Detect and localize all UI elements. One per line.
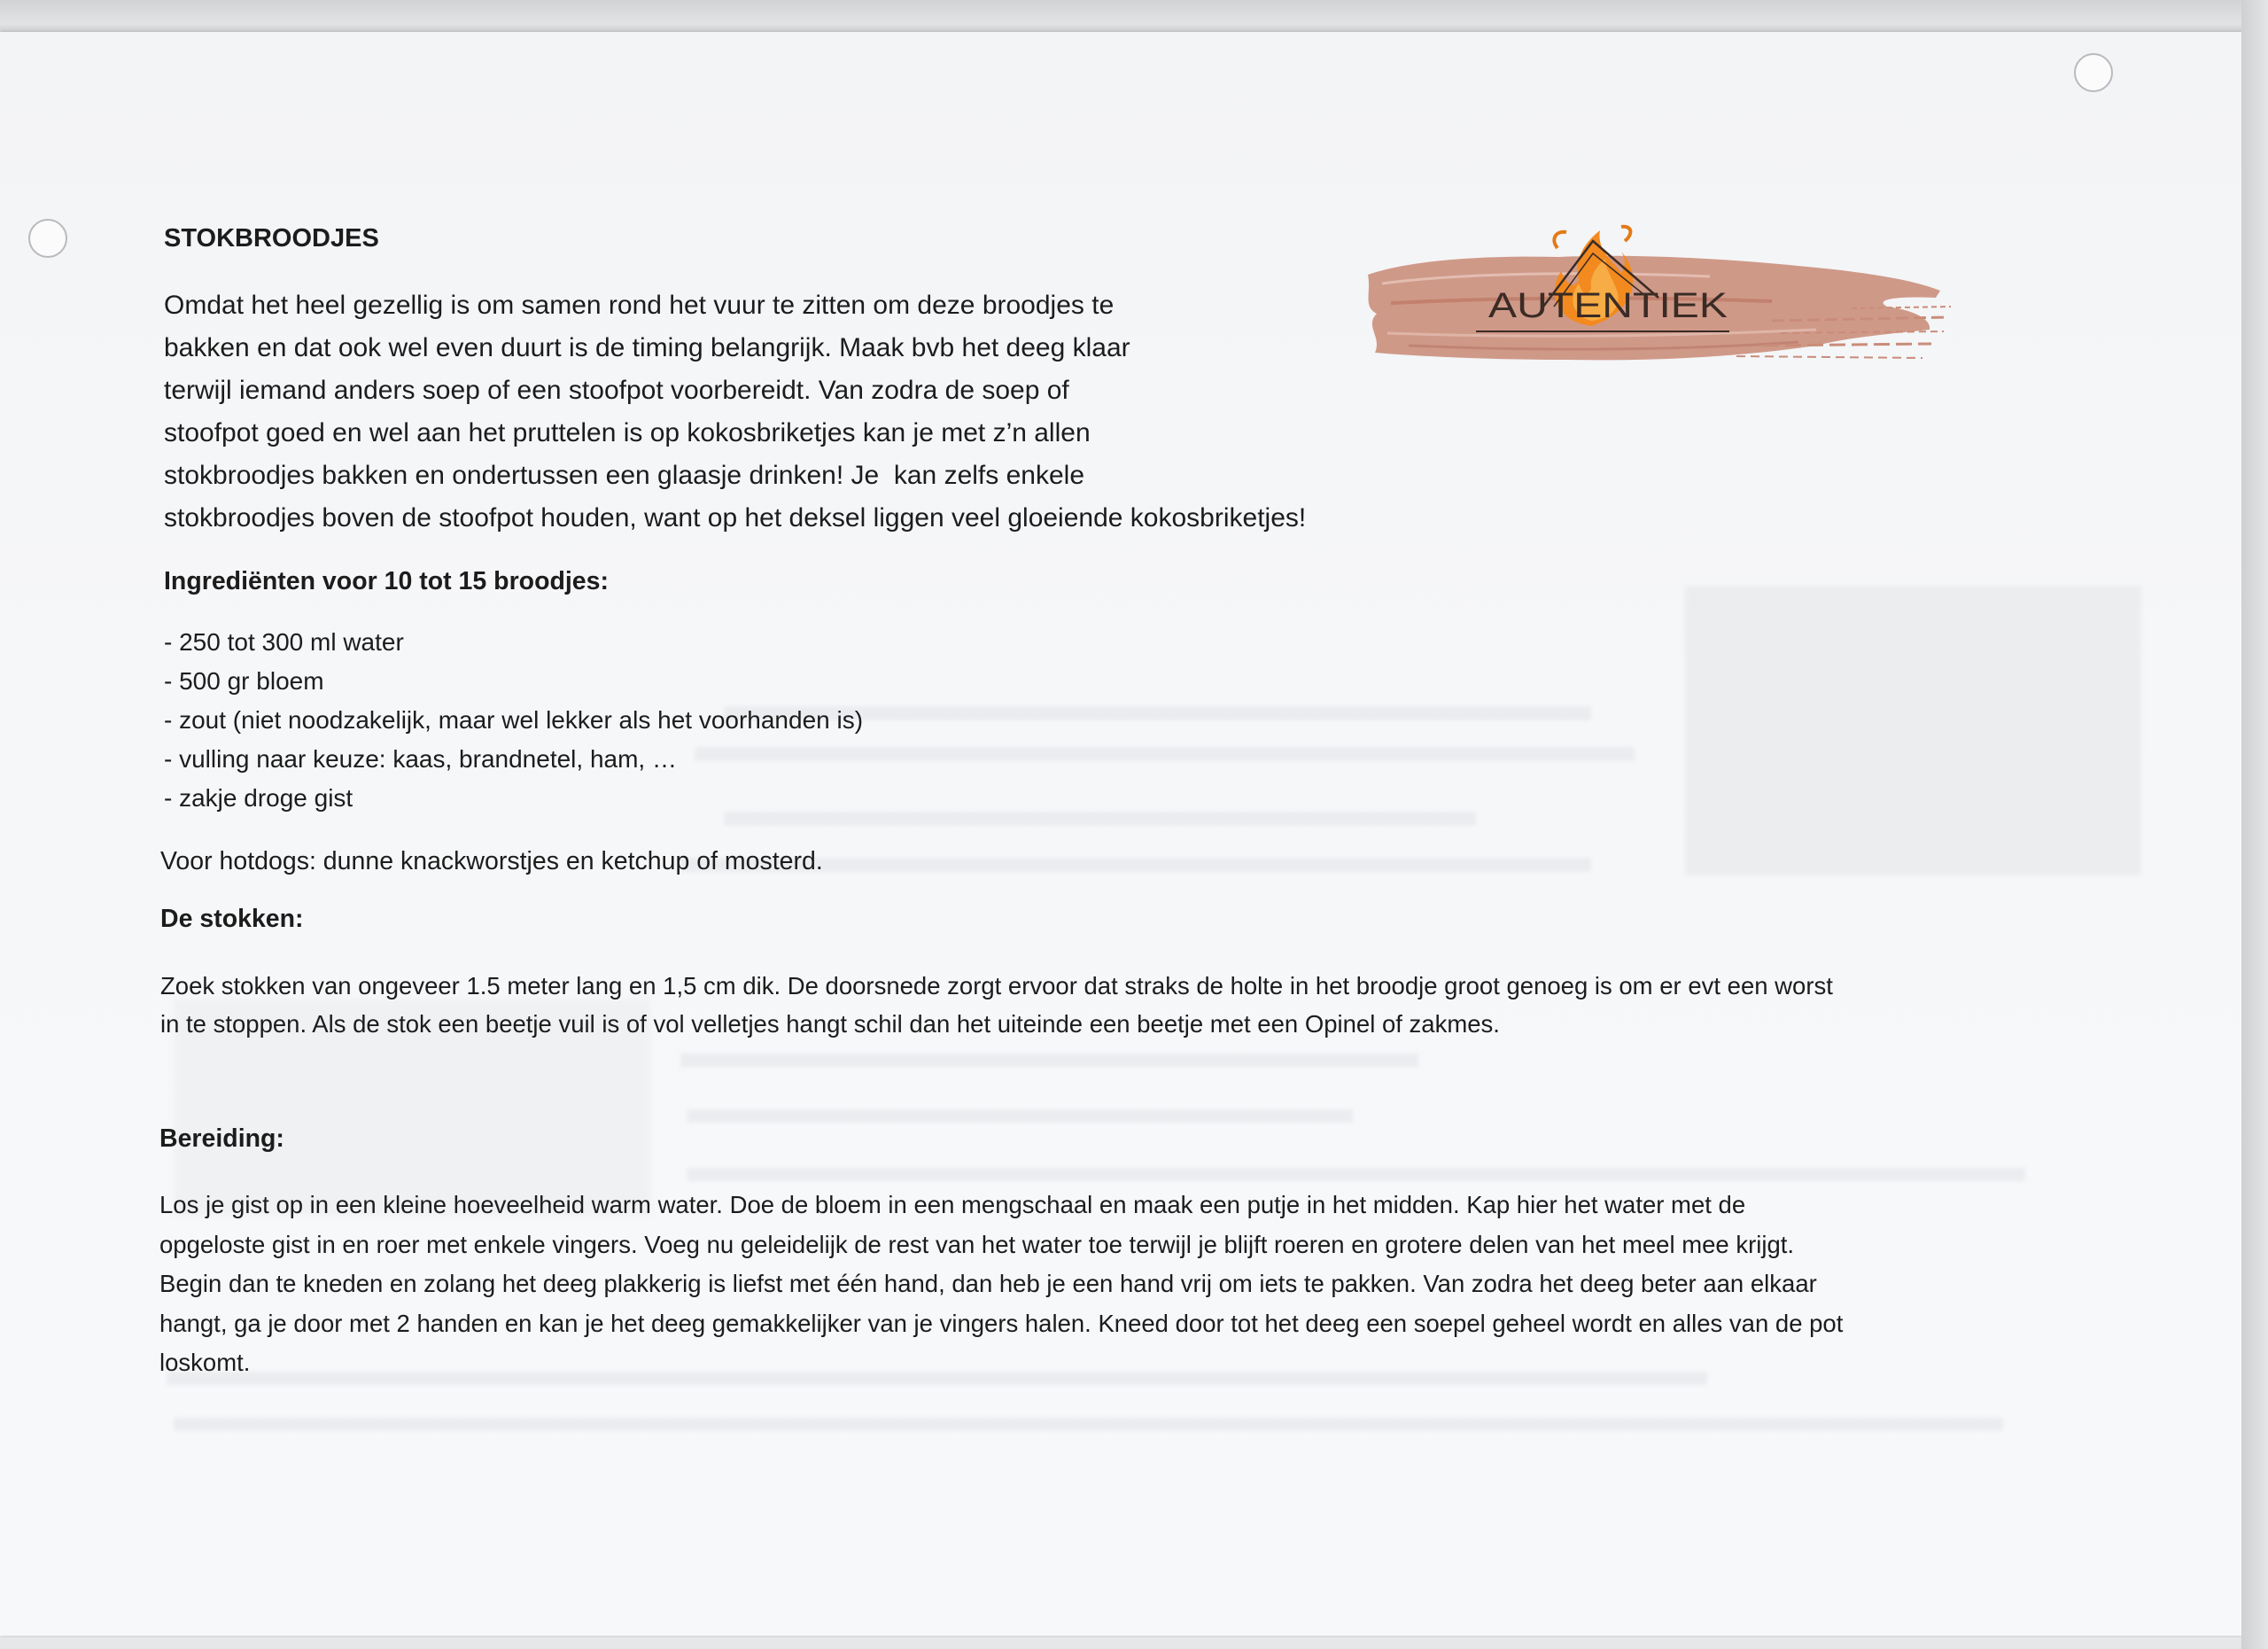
sticks-paragraph	[160, 967, 1833, 1043]
ingredients-list	[164, 623, 863, 818]
scanner-right-edge	[2241, 0, 2268, 1649]
ingredient-item: - vulling naar keuze: kaas, brandnetel, ham, …	[164, 745, 677, 773]
bleed-through-text	[174, 1418, 2003, 1431]
autentiek-logo	[1355, 222, 1958, 381]
ingredient-item: - 250 tot 300 ml water	[164, 628, 404, 656]
ingredient-item: - zout (niet noodzakelijk, maar wel lekker als het voorhanden is)	[164, 706, 864, 734]
preparation-paragraph	[159, 1186, 1843, 1383]
preparation-line: opgeloste gist in en roer met enkele vingers. Voeg nu geleidelijk de rest van het water toe terwijl je blijft roeren en grotere delen van het meel mee krijgt.	[159, 1230, 1795, 1258]
intro-line: bakken en dat ook wel even duurt is de timing belangrijk. Maak bvb het deeg klaar	[164, 333, 1130, 362]
preparation-heading: Bereiding:	[159, 1124, 284, 1153]
sticks-heading: De stokken:	[160, 905, 304, 933]
sticks-line: Zoek stokken van ongeveer 1.5 meter lang en 1,5 cm dik. De doorsnede zorgt ervoor dat straks de holte in het broodje groot genoeg is om er evt een worst	[160, 972, 1833, 1000]
bleed-through-text	[687, 1109, 1353, 1123]
intro-paragraph	[164, 284, 1306, 540]
intro-line: stokbroodjes boven de stoofpot houden, want op het deksel liggen veel gloeiende kokosbriketjes!	[164, 503, 1307, 533]
logo-text: AUTENTIEK	[1488, 286, 1728, 325]
intro-line: stoofpot goed en wel aan het pruttelen is op kokosbriketjes kan je met z’n allen	[164, 418, 1091, 447]
ingredient-item: - 500 gr bloem	[164, 667, 324, 695]
ingredients-heading: Ingrediënten voor 10 tot 15 broodjes:	[164, 567, 609, 595]
punch-hole-top-right	[2074, 53, 2113, 92]
bleed-through-photo	[1685, 586, 2141, 875]
preparation-line: Begin dan te kneden en zolang het deeg plakkerig is liefst met één hand, dan heb je een hand vrij om iets te pakken. Van zodra het deeg beter aan elkaar	[159, 1270, 1817, 1297]
sticks-line: in te stoppen. Als de stok een beetje vuil is of vol velletjes hangt schil dan het uiteinde een beetje met een Opinel of zakmes.	[160, 1010, 1500, 1038]
scanner-top-edge	[0, 0, 2268, 34]
ingredient-item: - zakje droge gist	[164, 784, 353, 812]
preparation-line: loskomt.	[159, 1349, 251, 1376]
bleed-through-text	[687, 1168, 2025, 1181]
document-title: STOKBROODJES	[164, 224, 379, 253]
bleed-through-text	[680, 1054, 1418, 1067]
intro-line: terwijl iemand anders soep of een stoofpot voorbereidt. Van zodra de soep of	[164, 376, 1069, 405]
punch-hole-left	[28, 219, 67, 258]
intro-line: stokbroodjes bakken en ondertussen een glaasje drinken! Je kan zelfs enkele	[164, 461, 1084, 490]
preparation-line: hangt, ga je door met 2 handen en kan je het deeg gemakkelijker van je vingers halen. Kneed door tot het deeg een soepel geheel wordt en alles van de pot	[159, 1309, 1844, 1337]
intro-line: Omdat het heel gezellig is om samen rond het vuur te zitten om deze broodjes te	[164, 291, 1115, 320]
preparation-line: Los je gist op in een kleine hoeveelheid warm water. Doe de bloem in een mengschaal en maak een putje in het midden. Kap hier het water met de	[159, 1191, 1746, 1218]
hotdogs-note: Voor hotdogs: dunne knackworstjes en ketchup of mosterd.	[160, 847, 823, 875]
